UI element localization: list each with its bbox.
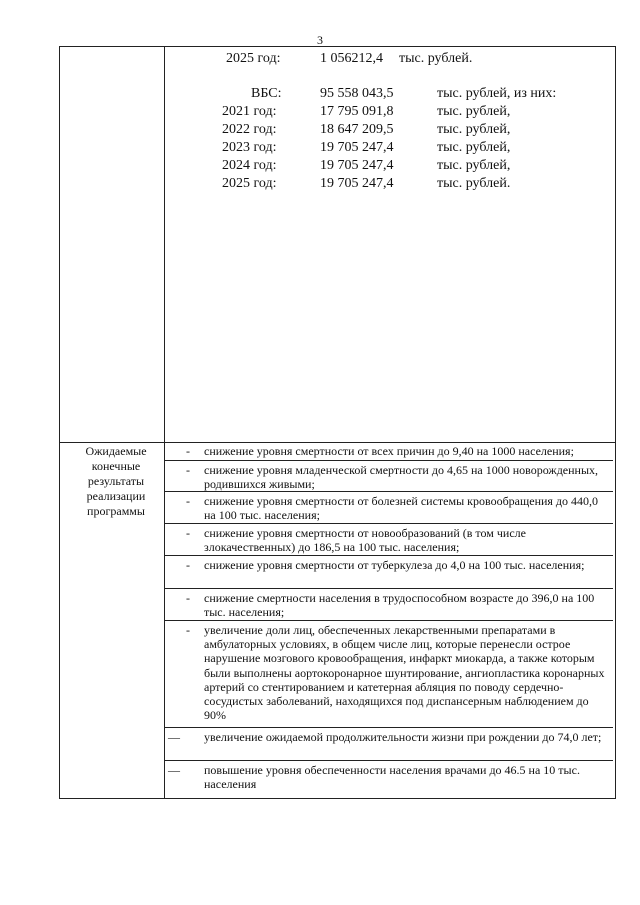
result-text: снижение уровня смертности от новообразований (в том числе злокачественных) до 186,5 на 100 тыс. населения; [204, 526, 526, 555]
financing-unit: тыс. рублей. [437, 176, 511, 191]
result-text: снижение смертности населения в трудоспособном возрасте до 396,0 на 100 тыс. населения; [204, 591, 595, 620]
result-marker: - [186, 494, 190, 508]
result-text: увеличение доли лиц, обеспеченных лекарственными препаратами в амбулаторных условиях, в общем числе лиц, которые перенесли острое нарушение мозгового кровообращения, инфаркт миокарда, а также которым были выполнены аортокоронарное шунтирование, ангиопластика коронарных артерий со стентированием и катетерная абляция по поводу сердечно-сосудистых заболеваний, находящихся под диспансерным наблюдением до 90% [204, 623, 605, 723]
result-item [164, 556, 613, 589]
financing-year: 2023 год: [222, 140, 277, 155]
financing-amount: 18 647 209,5 [320, 122, 394, 137]
result-text: увеличение ожидаемой продолжительности жизни при рождении до 74,0 лет; [204, 730, 602, 744]
vbs-amount: 95 558 043,5 [320, 86, 394, 101]
result-text: снижение уровня младенческой смертности до 4,65 на 1000 новорожденных, родившихся живыми; [204, 463, 599, 492]
result-item [164, 589, 613, 621]
financing-year: 2025 год: [226, 51, 281, 66]
financing-year: 2025 год: [222, 176, 277, 191]
vbs-unit: тыс. рублей, из них: [437, 86, 557, 101]
result-marker: - [186, 558, 190, 572]
result-marker: — [168, 730, 180, 744]
result-item [164, 524, 613, 556]
results-section-label: Ожидаемые конечные результаты реализации программы [85, 444, 147, 518]
result-marker: - [186, 591, 190, 605]
result-item [164, 728, 613, 761]
result-text: снижение уровня смертности от всех причин до 9,40 на 1000 населения; [204, 444, 574, 458]
financing-amount: 17 795 091,8 [320, 104, 394, 119]
result-item [164, 761, 613, 796]
result-marker: — [168, 763, 180, 777]
result-marker: - [186, 463, 190, 477]
financing-unit: тыс. рублей, [437, 158, 511, 173]
result-item [164, 621, 613, 728]
result-text: повышение уровня обеспеченности населения врачами до 46.5 на 10 тыс. населения [204, 763, 580, 792]
page-number: 3 [317, 33, 323, 47]
result-item [164, 442, 613, 461]
financing-unit: тыс. рублей. [399, 51, 473, 66]
financing-year: 2024 год: [222, 158, 277, 173]
result-item [164, 461, 613, 492]
result-marker: - [186, 444, 190, 458]
result-item [164, 492, 613, 524]
financing-unit: тыс. рублей, [437, 140, 511, 155]
financing-year: 2022 год: [222, 122, 277, 137]
financing-unit: тыс. рублей, [437, 122, 511, 137]
result-text: снижение уровня смертности от туберкулеза до 4,0 на 100 тыс. населения; [204, 558, 585, 572]
vbs-label: ВБС: [251, 86, 282, 101]
financing-year: 2021 год: [222, 104, 277, 119]
result-text: снижение уровня смертности от болезней системы кровообращения до 440,0 на 100 тыс. населения; [204, 494, 599, 523]
financing-unit: тыс. рублей, [437, 104, 511, 119]
financing-amount: 19 705 247,4 [320, 158, 394, 173]
result-marker: - [186, 526, 190, 540]
financing-amount: 1 056212,4 [320, 51, 383, 66]
financing-amount: 19 705 247,4 [320, 140, 394, 155]
financing-amount: 19 705 247,4 [320, 176, 394, 191]
result-marker: - [186, 623, 190, 637]
